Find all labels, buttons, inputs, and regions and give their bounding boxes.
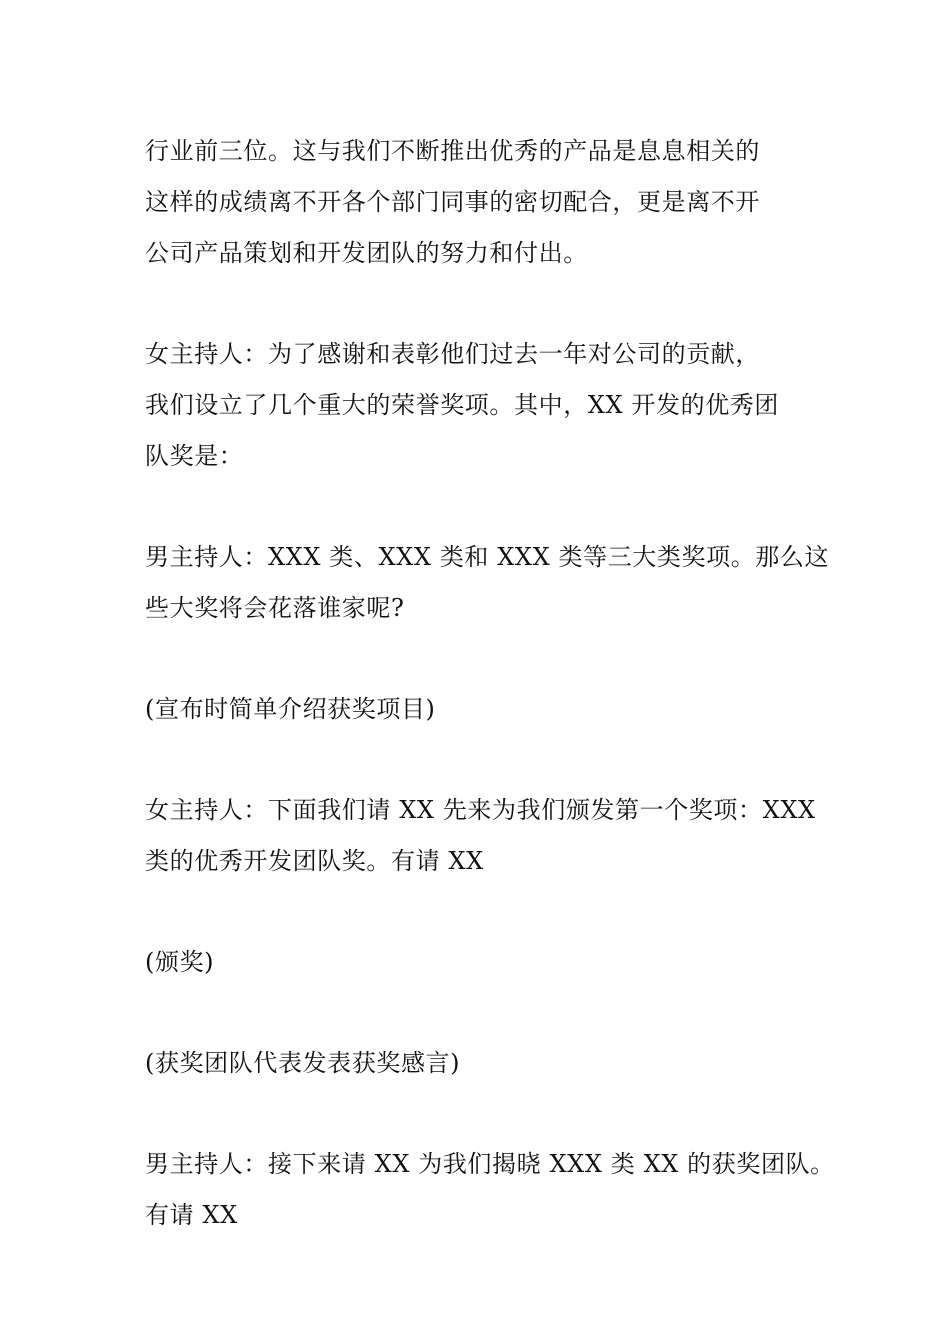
paragraph-spacer <box>145 484 815 534</box>
text-line: 女主持人：为了感谢和表彰他们过去一年对公司的贡献， <box>145 340 760 368</box>
paragraph-spacer <box>145 737 815 787</box>
document-page <box>145 128 835 1243</box>
text-line: 我们设立了几个重大的荣誉奖项。其中，XX 开发的优秀团 <box>145 391 779 419</box>
text-line: 有请 XX <box>145 1201 238 1229</box>
paragraph-stage-note-present <box>145 939 815 990</box>
text-line: 女主持人：下面我们请 XX 先来为我们颁发第一个奖项：XXX <box>145 796 816 824</box>
text-line: 些大奖将会花落谁家呢? <box>145 594 405 622</box>
paragraph-spacer <box>145 990 815 1040</box>
paragraph-spacer <box>145 636 815 686</box>
paragraph-female-host-first-award <box>145 787 815 889</box>
paragraph-stage-note-speech <box>145 1040 815 1091</box>
text-line: (获奖团队代表发表获奖感言) <box>145 1049 461 1077</box>
paragraph-spacer <box>145 1091 815 1141</box>
text-line: (宣布时简单介绍获奖项目) <box>145 695 436 723</box>
text-line: 类的优秀开发团队奖。有请 XX <box>145 847 484 875</box>
text-line: 队奖是： <box>145 442 244 470</box>
paragraph-achievement <box>145 128 815 281</box>
paragraph-spacer <box>145 281 815 331</box>
text-line: 男主持人：接下来请 XX 为我们揭晓 XXX 类 XX 的获奖团队。 <box>145 1150 835 1178</box>
text-line: 这样的成绩离不开各个部门同事的密切配合，更是离不开 <box>145 188 760 216</box>
text-line: 男主持人：XXX 类、XXX 类和 XXX 类等三大类奖项。那么这 <box>145 543 830 571</box>
text-line: (颁奖) <box>145 948 215 976</box>
text-line: 公司产品策划和开发团队的努力和付出。 <box>145 239 588 267</box>
text-line: 行业前三位。这与我们不断推出优秀的产品是息息相关的 <box>145 137 760 165</box>
paragraph-female-host-awards <box>145 331 815 484</box>
paragraph-spacer <box>145 889 815 939</box>
paragraph-male-host-next-award <box>145 1141 835 1243</box>
paragraph-stage-note-announce <box>145 686 815 737</box>
paragraph-male-host-categories <box>145 534 830 636</box>
